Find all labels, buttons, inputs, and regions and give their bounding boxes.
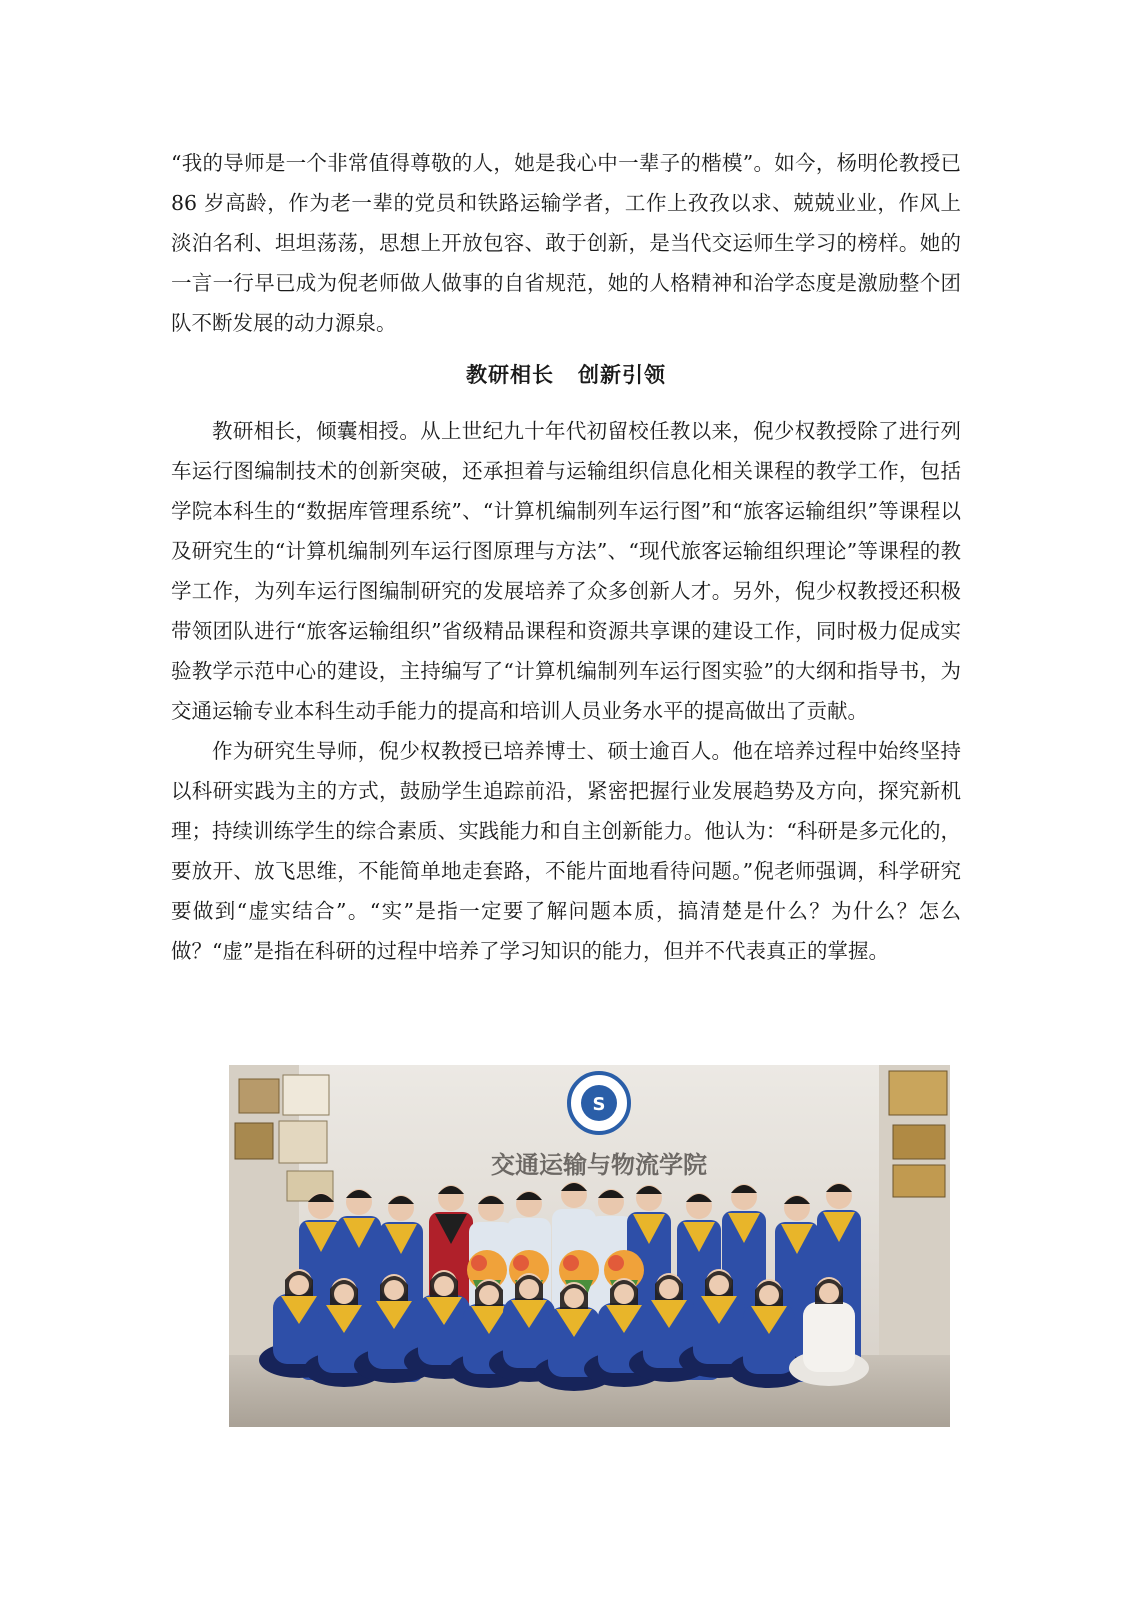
person-face [289,1275,309,1295]
plaque [235,1123,273,1159]
group-photo-illustration [229,1065,950,1427]
plaque [893,1125,945,1159]
person-face [709,1275,729,1295]
person-face [819,1283,839,1303]
paragraph-teaching: 教研相长，倾囊相授。从上世纪九十年代初留校任教以来，倪少权教授除了进行列车运行图编制技术的创新突破，还承担着与运输组织信息化相关课程的教学工作，包括学院本科生的“数据库管理系统”、“计算机编制列车运行图”和“旅客运输组织”等课程以及研究生的“计算机编制列车运行图原理与方法”、“现代旅客运输组织理论”等课程的教学工作，为列车运行图编制研究的发展培养了众多创新人才。另外，倪少权教授还积极带领团队进行“旅客运输组织”省级精品课程和资源共享课的建设工作，同时极力促成实验教学示范中心的建设，主持编写了“计算机编制列车运行图实验”的大纲和指导书，为交通运输专业本科生动手能力的提高和培训人员业务水平的提高做出了贡献。 [171,419,961,723]
section-heading [171,355,961,395]
flower-bouquet [513,1255,529,1271]
wall-sign: 交通运输与物流学院 [491,1151,707,1179]
person-face [519,1279,539,1299]
person-face [334,1284,354,1304]
flower-bouquet [608,1255,624,1271]
paragraph-supervision: 作为研究生导师，倪少权教授已培养博士、硕士逾百人。他在培养过程中始终坚持以科研实践为主的方式，鼓励学生追踪前沿，紧密把握行业发展趋势及方向，探究新机理；持续训练学生的综合素质、实践能力和自主创新能力。他认为：“科研是多元化的，要放开、放飞思维，不能简单地走套路，不能片面地看待问题。”倪老师强调，科学研究要做到“虚实结合”。“实”是指一定要了解问题本质，搞清楚是什么？为什么？怎么做？“虚”是指在科研的过程中培养了学习知识的能力，但并不代表真正的掌握。 [171,739,961,963]
paragraph-mentor-quote: “我的导师是一个非常值得尊敬的人，她是我心中一辈子的楷模”。如今，杨明伦教授已 86 岁高龄，作为老一辈的党员和铁路运输学者，工作上孜孜以求、兢兢业业，作风上淡泊名利、坦坦荡荡，思想上开放包容、敢于创新，是当代交运师生学习的榜样。她的一言一行早已成为倪老师做人做事的自省规范，她的人格精神和治学态度是激励整个团队不断发展的动力源泉。 [171,151,961,335]
person-face [759,1285,779,1305]
flower-bouquet [563,1255,579,1271]
person-face [564,1288,584,1308]
person-face [384,1280,404,1300]
school-logo-mark: S [592,1094,606,1115]
article-body [171,143,961,971]
plaque [239,1079,279,1113]
person-face [614,1284,634,1304]
person-face [659,1279,679,1299]
person-face [434,1276,454,1296]
flower-bouquet [471,1255,487,1271]
seated-person-body [803,1302,855,1372]
section-heading-right: 创新引领 [578,363,666,387]
section-heading-left: 教研相长 [466,363,554,387]
plaque [279,1121,327,1163]
plaque [283,1075,329,1115]
group-graduation-photo [229,1065,950,1427]
person-face [479,1285,499,1305]
plaque [889,1071,947,1115]
plaque [893,1165,945,1197]
